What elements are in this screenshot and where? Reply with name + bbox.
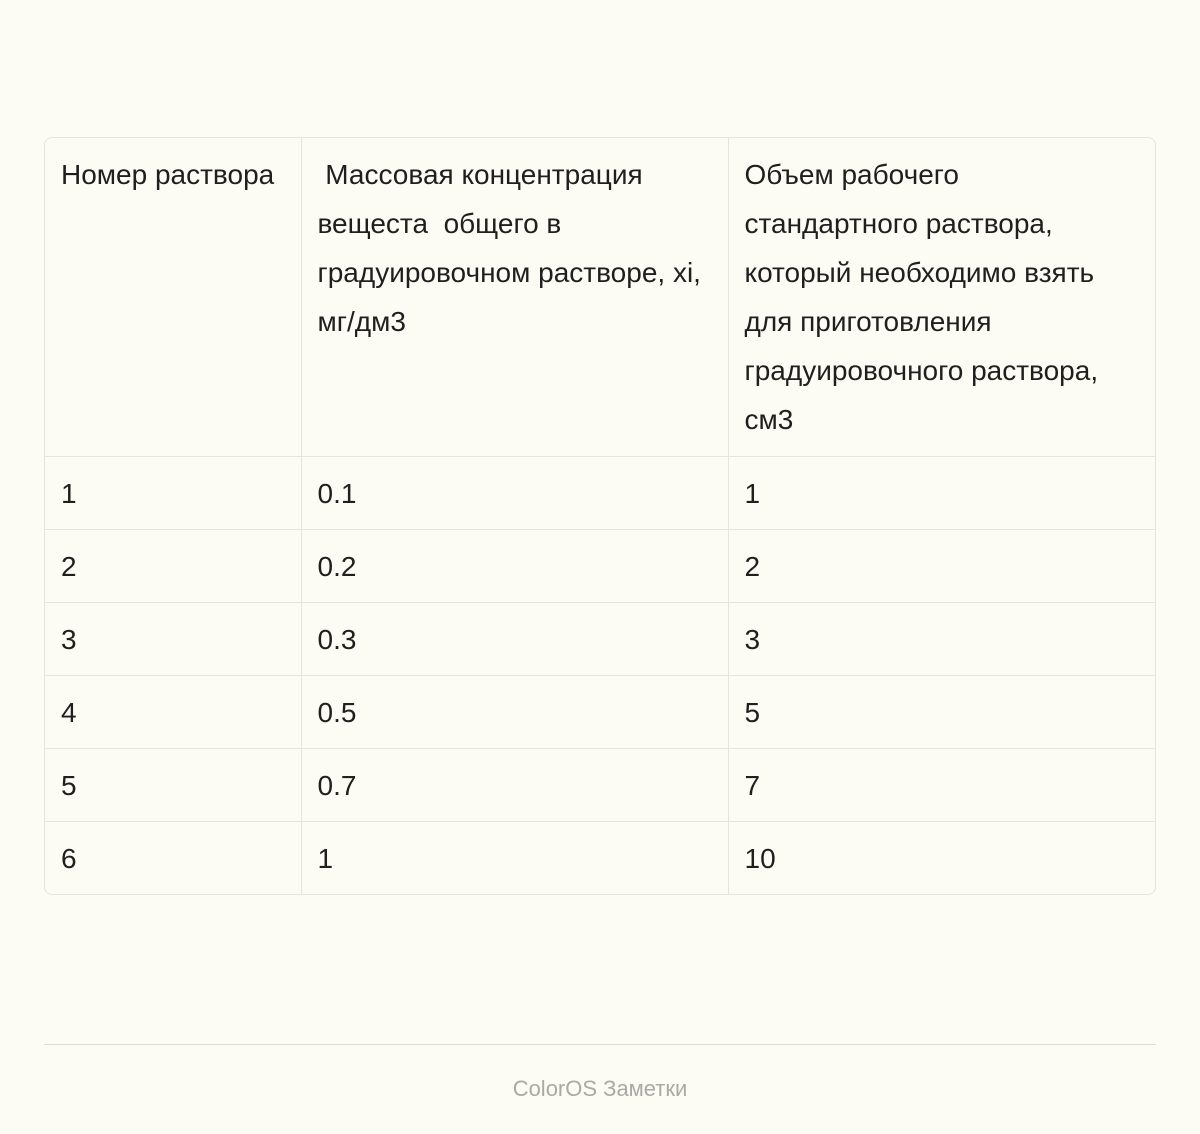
- table-cell[interactable]: 0.1: [301, 457, 728, 530]
- table-cell[interactable]: 5: [728, 676, 1155, 749]
- table-cell[interactable]: 1: [45, 457, 301, 530]
- table-row: [45, 822, 1155, 895]
- footer-divider: [44, 1044, 1156, 1045]
- table-header-row: [45, 138, 1155, 457]
- table-cell[interactable]: 0.7: [301, 749, 728, 822]
- table-row: [45, 457, 1155, 530]
- table-row: [45, 603, 1155, 676]
- table-cell[interactable]: 1: [301, 822, 728, 895]
- table-cell[interactable]: 0.3: [301, 603, 728, 676]
- table-cell[interactable]: 3: [45, 603, 301, 676]
- table-cell[interactable]: 2: [45, 530, 301, 603]
- table-cell[interactable]: 7: [728, 749, 1155, 822]
- table-cell[interactable]: 10: [744, 843, 776, 874]
- table-row: [45, 749, 1155, 822]
- table-cell[interactable]: 2: [728, 530, 1155, 603]
- table-cell[interactable]: 1: [728, 457, 1155, 530]
- footer-app-name: ColorOS Заметки: [512, 1076, 688, 1101]
- header-cell-solution-number[interactable]: Номер раствора: [45, 138, 301, 457]
- data-table: [44, 137, 1156, 895]
- table-row: [45, 676, 1155, 749]
- header-cell-volume[interactable]: Объем рабочего стандартного раствора, который необходимо взять для приготовления градуировочного раствора, см3: [728, 138, 1155, 457]
- table-cell[interactable]: 0.5: [301, 676, 728, 749]
- table-cell[interactable]: 0.2: [301, 530, 728, 603]
- table-cell[interactable]: 5: [45, 749, 301, 822]
- table-row: [45, 530, 1155, 603]
- table-cell[interactable]: 4: [45, 676, 301, 749]
- header-cell-mass-concentration[interactable]: Массовая концентрация вещеста общего в градуировочном растворе, xi, мг/дм3: [301, 138, 728, 457]
- table-cell[interactable]: 3: [728, 603, 1155, 676]
- table-cell[interactable]: 6: [45, 822, 301, 895]
